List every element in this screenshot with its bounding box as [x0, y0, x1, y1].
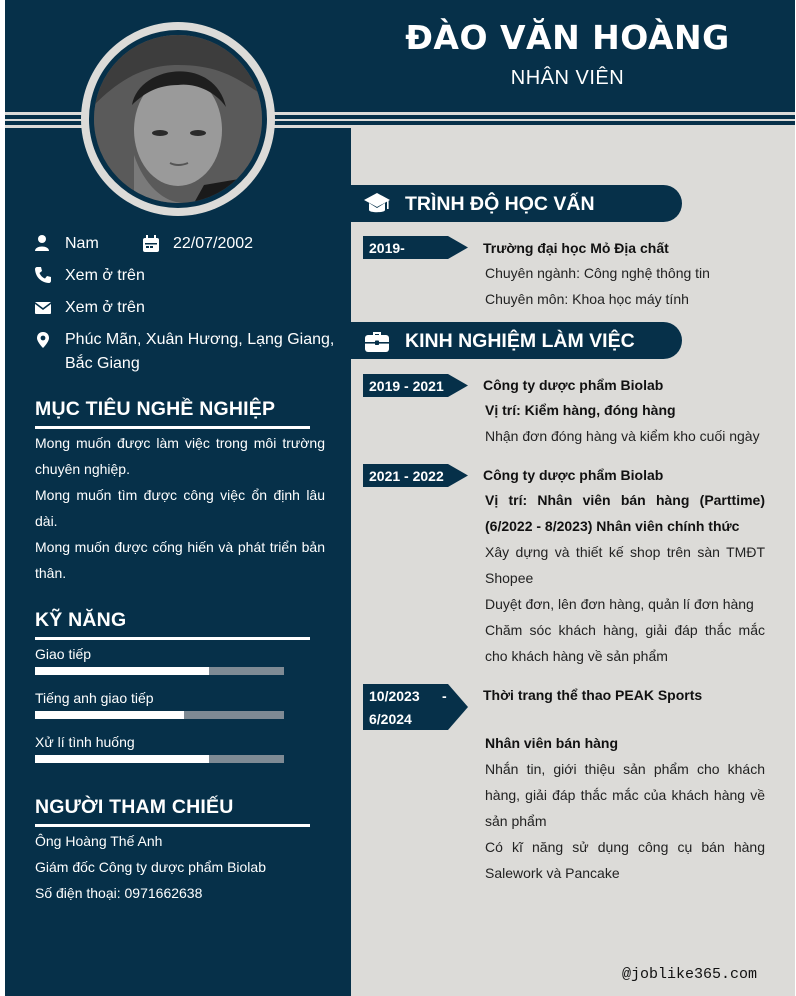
gender-text: Nam	[65, 235, 99, 252]
job-company: Công ty dược phẩm Biolab	[483, 377, 664, 393]
job-period-end: 6/2024	[369, 711, 412, 727]
skill-bar	[35, 667, 284, 675]
job-detail: Nhắn tin, giới thiệu sản phẩm cho khách hàng, giải đáp thắc mắc của khách hàng về sản phẩm	[485, 761, 765, 829]
job-detail: Xây dựng và thiết kế shop trên sàn TMĐT Shopee	[485, 544, 765, 586]
briefcase-icon	[363, 327, 391, 355]
skills-rule	[35, 637, 310, 640]
envelope-icon	[34, 299, 52, 317]
candidate-name: ĐÀO VĂN HOÀNG	[405, 18, 730, 57]
graduation-cap-icon	[363, 190, 391, 218]
job-period: 2021 - 2022	[369, 468, 444, 484]
job-detail: Có kĩ năng sử dụng công cụ bán hàng Salework và Pancake	[485, 839, 765, 881]
education-school: Trường đại học Mỏ Địa chất	[483, 240, 669, 256]
avatar-portrait	[94, 35, 262, 203]
objective-rule	[35, 426, 310, 429]
user-icon	[33, 234, 51, 252]
skill-bar-fill	[35, 711, 184, 719]
reference-rule	[35, 824, 310, 827]
avatar	[94, 35, 262, 203]
job-company: Công ty dược phẩm Biolab	[483, 467, 664, 483]
footer-watermark: @joblike365.com	[622, 966, 758, 983]
address-line-2: Bắc Giang	[65, 355, 140, 372]
skill-label: Tiếng anh giao tiếp	[35, 690, 154, 706]
job-company: Thời trang thể thao PEAK Sports	[483, 687, 703, 703]
address-line-1: Phúc Mãn, Xuân Hương, Lạng Giang,	[65, 331, 335, 348]
map-pin-icon	[34, 331, 52, 349]
phone-icon	[34, 266, 52, 284]
reference-role: Giám đốc Công ty dược phẩm Biolab	[35, 859, 266, 875]
job-period-dash: -	[442, 688, 447, 704]
job-detail: Chăm sóc khách hàng, giải đáp thắc mắc cho khách hàng về sản phẩm	[485, 622, 765, 664]
job-period: 2019 - 2021	[369, 378, 444, 394]
objective-item: Mong muốn được cống hiến và phát triển bản thân.	[35, 539, 325, 581]
education-period: 2019-	[369, 240, 405, 256]
skill-bar	[35, 711, 284, 719]
candidate-position: NHÂN VIÊN	[510, 67, 625, 89]
reference-title: NGƯỜI THAM CHIẾU	[35, 796, 234, 818]
skills-title: KỸ NĂNG	[35, 609, 127, 631]
skill-label: Giao tiếp	[35, 646, 92, 662]
job-detail: Duyệt đơn, lên đơn hàng, quản lí đơn hàng	[485, 596, 754, 612]
birthday-text: 22/07/2002	[173, 235, 254, 252]
cv-page	[5, 0, 795, 996]
job-period-start: 10/2023	[369, 688, 420, 704]
skill-bar	[35, 755, 284, 763]
skill-bar-fill	[35, 755, 209, 763]
job-role: Vị trí: Nhân viên bán hàng (Parttime)(6/2022 - 8/2023) Nhân viên chính thức	[485, 492, 765, 534]
job-role: Vị trí: Kiểm hàng, đóng hàng	[485, 402, 676, 418]
education-specialty: Chuyên môn: Khoa học máy tính	[485, 291, 689, 307]
skill-label: Xử lí tình huống	[35, 734, 135, 750]
skill-bar-fill	[35, 667, 209, 675]
education-title: TRÌNH ĐỘ HỌC VẤN	[405, 193, 595, 215]
experience-title: KINH NGHIỆM LÀM VIỆC	[405, 330, 635, 352]
education-major: Chuyên ngành: Công nghệ thông tin	[485, 265, 710, 281]
reference-phone: Số điện thoại: 0971662638	[35, 885, 203, 901]
phone-text: Xem ở trên	[65, 267, 145, 284]
email-text: Xem ở trên	[65, 299, 145, 316]
job-role: Nhân viên bán hàng	[485, 735, 619, 751]
reference-name: Ông Hoàng Thế Anh	[35, 833, 163, 849]
objective-item: Mong muốn được làm việc trong môi trường chuyên nghiệp.	[35, 435, 325, 477]
job-detail: Nhận đơn đóng hàng và kiểm kho cuối ngày	[485, 428, 760, 444]
objective-title: MỤC TIÊU NGHỀ NGHIỆP	[35, 398, 276, 420]
calendar-icon	[142, 235, 160, 253]
objective-item: Mong muốn tìm được công việc ổn định lâu dài.	[35, 487, 325, 529]
